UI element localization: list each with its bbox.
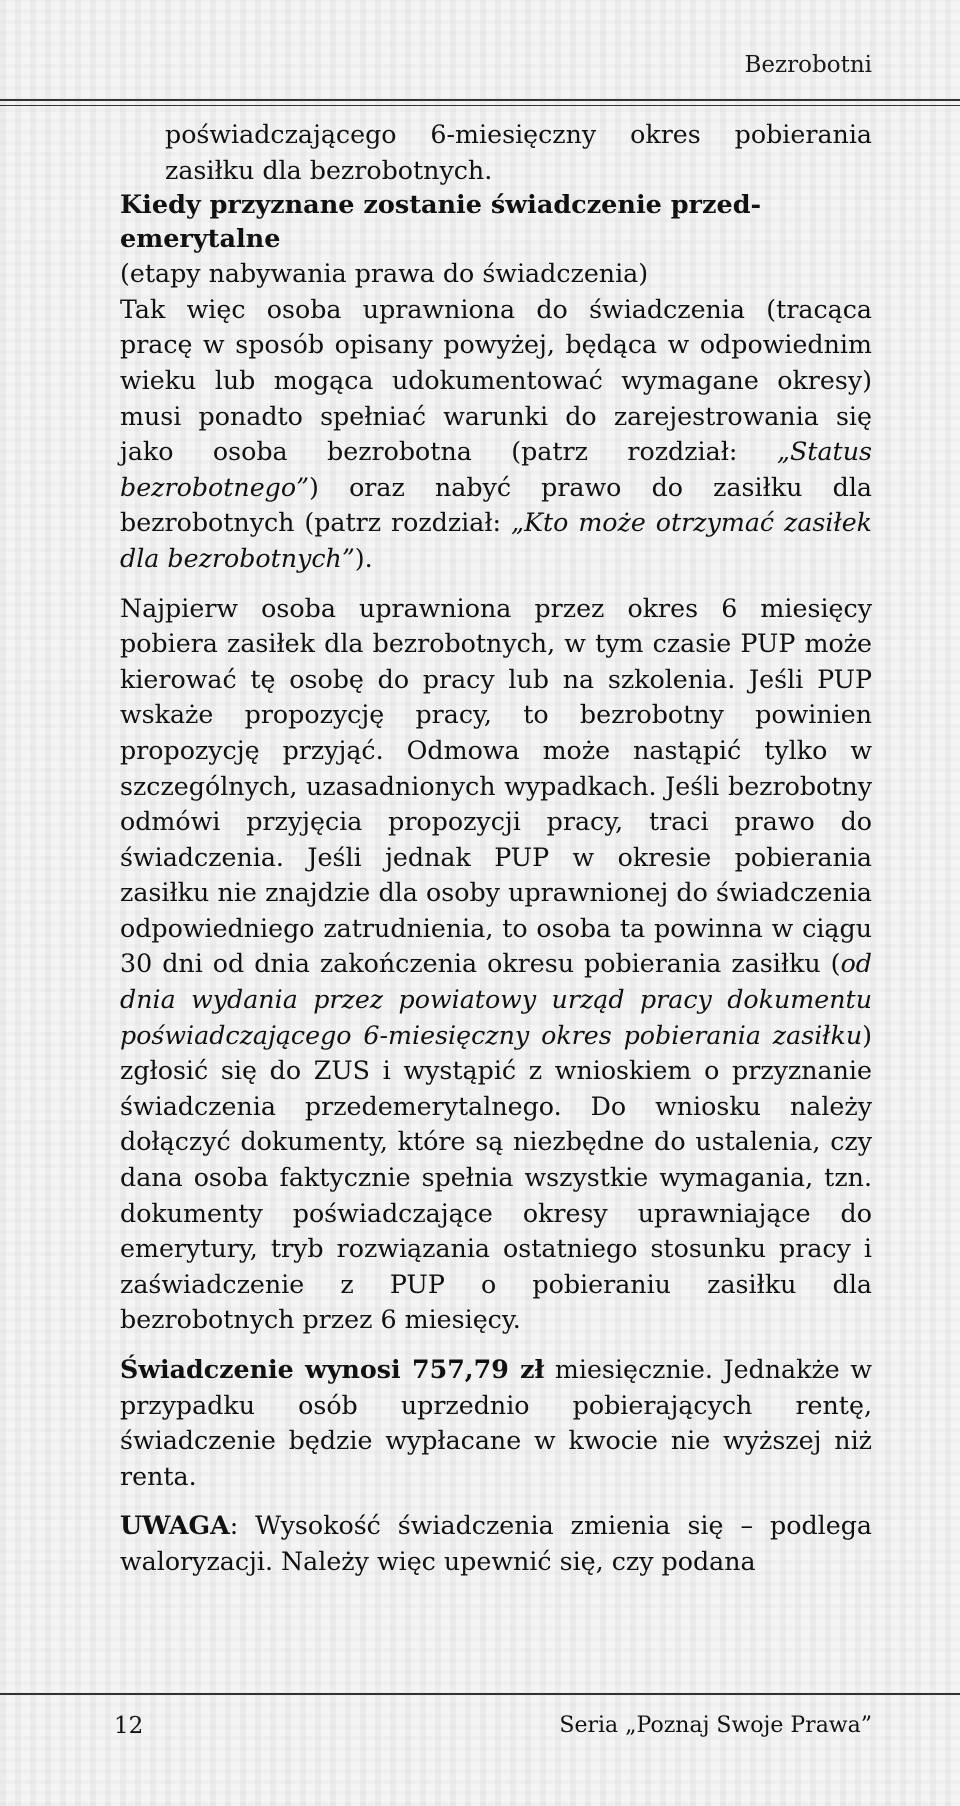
section-subheading: (etapy nabywania prawa do świadczenia) [120, 259, 649, 289]
paragraph-text: Tak więc osoba uprawniona do świadczenia (tracąca pracę w sposób opisany powyżej, będąca w odpowiednim wieku lub mogąca udokumentować wymagane okresy) musi ponadto spełniać warunki do zarejestrowania się jako osoba bezrobotna (patrz rozdział: [120, 294, 872, 467]
header-rule-thin [0, 105, 960, 106]
series-title: Seria „Poznaj Swoje Prawa” [559, 1713, 872, 1738]
paragraph-text: ) oraz nabyć prawo do zasiłku dla bezrobotnych (patrz rozdział: [120, 472, 872, 538]
paragraph-note [120, 1508, 872, 1579]
body-text [120, 117, 872, 1580]
paragraph-text: : Wysokość świadczenia zmienia się – podlega waloryzacji. Należy więc upewnić się, czy podana [120, 1511, 872, 1576]
paragraph-italic: od dnia wydania przez powiatowy urząd pracy dokumentu poświadczającego 6-miesięczny okres pobierania zasiłku [120, 949, 872, 1050]
paragraph-procedure [120, 591, 872, 1338]
footer-rule [0, 1693, 960, 1695]
note-label: UWAGA [120, 1510, 230, 1541]
paragraph-text: Najpierw osoba uprawniona przez okres 6 miesięcy pobiera zasiłek dla bezrobotnych, w tym czasie PUP może kierować tę osobę do pracy lub na szkolenia. Jeśli PUP wskaże propozycję pracy, to bezrobotny powinien propozycję przyjąć. Odmowa może nastąpić tylko w szczególnych, uzasadnionych wypadkach. Jeśli bezrobotny odmówi przyjęcia propozycji pracy, traci prawo do świadczenia. Jeśli jednak PUP w okresie pobierania zasiłku nie znajdzie dla osoby uprawnionej do świadczenia odpowiedniego zatrudnienia, to osoba ta powinna w ciągu 30 dni od dnia zakończenia okresu pobierania zasiłku ( [120, 593, 872, 979]
chapter-reference: „Status bezrobotnego” [120, 437, 872, 502]
section-heading [120, 188, 872, 256]
paragraph-continuation: poświadczającego 6-miesięczny okres pobierania zasiłku dla bezrobotnych. [165, 120, 872, 185]
benefit-amount: Świadczenie wynosi 757,79 zł [120, 1354, 545, 1384]
paragraph-text: ). [354, 543, 373, 573]
section-heading-line1: Kiedy przyznane zostanie świadczenie przed- [120, 190, 762, 221]
header-rule [0, 99, 960, 101]
paragraph-amount [120, 1352, 872, 1494]
running-title: Bezrobotni [744, 52, 872, 78]
section-heading-line2: emerytalne [120, 224, 281, 255]
chapter-reference: „Kto może otrzymać zasiłek dla bezrobotnych” [120, 508, 872, 573]
paragraph-eligibility [120, 292, 872, 577]
page-number: 12 [114, 1713, 144, 1739]
paragraph-text: miesięcznie. Jednakże w przypadku osób uprzednio pobierających rentę, świadczenie będzie wypłacane w kwocie nie wyższej niż renta. [120, 1355, 872, 1491]
paragraph-text: ) zgłosić się do ZUS i wystąpić z wnioskiem o przyznanie świadczenia przedemerytalnego. Do wniosku należy dołączyć dokumenty, które są niezbędne do ustalenia, czy dana osoba faktycznie spełnia wszystkie wymagania, tzn. dokumenty poświadczające okresy uprawniające do emerytury, tryb rozwiązania ostatniego stosunku pracy i zaświadczenie z PUP o pobieraniu zasiłku dla bezrobotnych przez 6 miesięcy. [120, 1020, 872, 1335]
